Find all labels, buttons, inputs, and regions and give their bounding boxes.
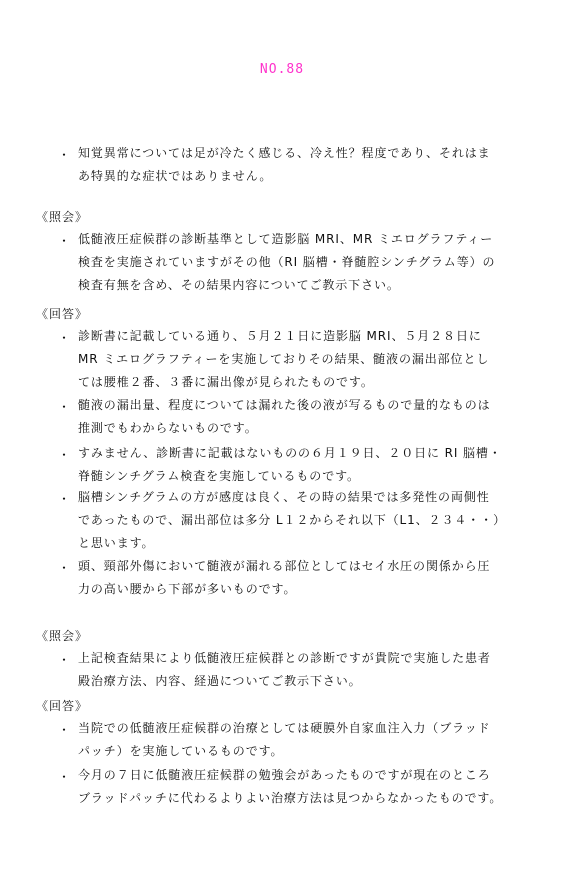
bullet-icon: ・ [58,148,71,162]
bullet-paragraph [78,442,538,488]
paragraph-line: 低髄液圧症候群の診断基準として造影脳 MRI、MR ミエログラフティー [78,232,494,246]
section-heading: 《照会》 [36,210,89,224]
paragraph-line: 脊髄シンチグラム検査を実施しているものです。 [78,469,360,483]
paragraph-line: 診断書に記載している通り、５月２１日に造影脳 MRI、５月２８日に [78,329,482,343]
paragraph-line: と思います。 [78,536,155,550]
bullet-paragraph [78,486,538,555]
bullet-paragraph [78,764,538,810]
section-heading: 《回答》 [36,307,89,321]
paragraph-line: 検査を実施されていますがその他（RI 脳槽・脊髄腔シンチグラム等）の [78,255,496,269]
paragraph-line: であったもので、漏出部位は多分 L１２からそれ以下（L1、２３４・・） [78,513,506,527]
paragraph-line: すみません、診断書に記載はないものの６月１９日、２０日に RI 脳槽・ [78,446,502,460]
paragraph-line: 検査有無を含め、その結果内容についてご教示下さい。 [78,278,400,292]
bullet-icon: ・ [58,561,71,575]
bullet-paragraph [78,325,538,394]
paragraph-line: 頭、頸部外傷において髄液が漏れる部位としてはセイ水圧の関係から圧 [78,559,491,573]
bullet-icon: ・ [58,331,71,345]
bullet-icon: ・ [58,770,71,784]
paragraph-line: パッチ）を実施しているものです。 [78,744,284,758]
bullet-paragraph [78,555,538,601]
paragraph-line: 推測でもわからないものです。 [78,421,258,435]
paragraph-line: 知覚異常については足が冷たく感じる、冷え性？程度であり、それはま [78,146,491,160]
paragraph-line: ブラッドパッチに代わるよりよい治療方法は見つからなかったものです。 [78,791,503,805]
bullet-icon: ・ [58,448,71,462]
bullet-paragraph [78,647,538,693]
bullet-paragraph [78,394,538,440]
bullet-paragraph [78,142,538,188]
page-number: NO.88 [259,62,305,77]
bullet-icon: ・ [58,653,71,667]
bullet-icon: ・ [58,400,71,414]
section-heading: 《照会》 [36,629,89,643]
paragraph-line: 脳槽シンチグラムの方が感度は良く、その時の結果では多発性の両側性 [78,490,490,504]
paragraph-line: ては腰椎２番、３番に漏出像が見られたものです。 [78,375,374,389]
paragraph-line: 髄液の漏出量、程度については漏れた後の液が写るもので量的なものは [78,398,491,412]
paragraph-line: 力の高い腰から下部が多いものです。 [78,582,297,596]
paragraph-line: 上記検査結果により低髄液圧症候群との診断ですが貴院で実施した患者 [78,651,491,665]
bullet-paragraph [78,717,538,763]
paragraph-line: MR ミエログラフティーを実施しておりその結果、髄液の漏出部位とし [78,352,490,366]
bullet-icon: ・ [58,492,71,506]
paragraph-line: 殿治療方法、内容、経過についてご教示下さい。 [78,674,362,688]
paragraph-line: 当院での低髄液圧症候群の治療としては硬膜外自家血注入力（ブラッド [78,721,491,735]
paragraph-line: 今月の７日に低髄液圧症候群の勉強会があったものですが現在のところ [78,768,491,782]
bullet-paragraph [78,228,538,297]
section-heading: 《回答》 [36,699,89,713]
bullet-icon: ・ [58,723,71,737]
paragraph-line: あ特異的な症状ではありません。 [78,169,273,183]
bullet-icon: ・ [58,234,71,248]
